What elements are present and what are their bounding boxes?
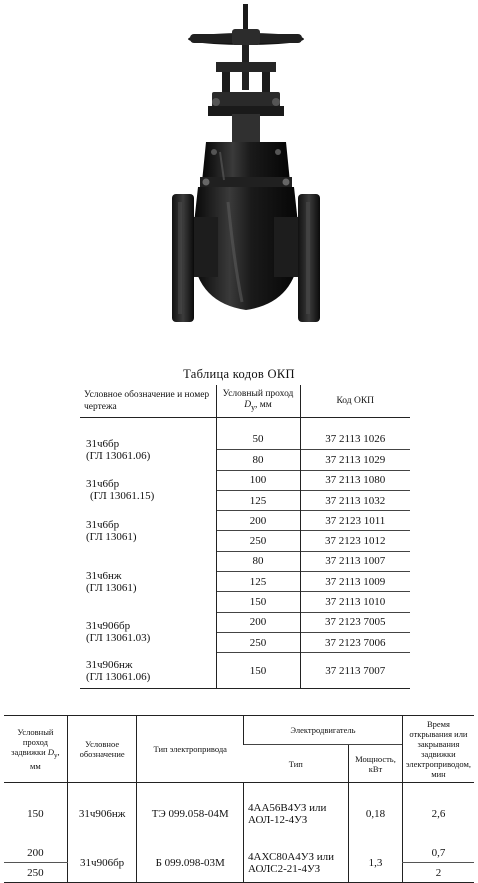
drive-type: ТЭ 099.058-04М: [137, 783, 244, 845]
drive-time: 0,7: [402, 845, 474, 863]
okp-designation-name: 31ч906бр: [86, 620, 131, 633]
okp-designation-drawing: (ГЛ 13061.15): [90, 490, 155, 503]
okp-dn: 150: [216, 653, 300, 689]
table-row: [80, 470, 410, 490]
okp-codes-table: [80, 385, 410, 689]
drive-dn: 200: [4, 845, 67, 863]
table-row: [80, 430, 410, 450]
okp-designation-drawing: (ГЛ 13061.06): [86, 449, 151, 462]
drive-header-time: Время открывания или закрывания задвижки электроприводом, мин: [402, 716, 474, 783]
drive-header-dn-sub: у: [54, 751, 58, 760]
okp-designation-drawing: (ГЛ 13061): [86, 581, 137, 594]
okp-code: 37 2113 1007: [300, 551, 410, 571]
drive-designation: 31ч906нж: [67, 783, 137, 845]
okp-dn: 250: [216, 632, 300, 652]
okp-header-designation: Условное обозначение и номер чертежа: [80, 385, 216, 418]
drive-header-motor: Электродвигатель: [244, 716, 403, 745]
okp-designation-name: 31ч6бр: [86, 437, 120, 450]
drive-power: 0,18: [349, 783, 403, 845]
okp-designation-name: 31ч6бр: [86, 478, 120, 491]
okp-dn: 200: [216, 511, 300, 531]
drive-dn: 150: [27, 807, 44, 820]
okp-header-dn-text: Условный проход: [222, 389, 294, 400]
okp-code: 37 2113 1026: [300, 430, 410, 450]
drive-header-motor-type: Тип: [244, 745, 349, 783]
drive-header-dn: [4, 716, 67, 783]
motor-line-1: 4АХС80А4УЗ или: [248, 851, 334, 864]
okp-designation: [80, 551, 216, 612]
table-row: [80, 653, 410, 689]
okp-dn: 80: [216, 450, 300, 470]
drive-header-dn-unit: , мм: [30, 747, 60, 771]
okp-code: 37 2123 7006: [300, 632, 410, 652]
drive-motor: [244, 783, 349, 845]
okp-dn: 250: [216, 531, 300, 551]
okp-dn: 100: [216, 470, 300, 490]
okp-table-title: Таблица кодов ОКП: [183, 367, 295, 381]
okp-code: 37 2123 7005: [300, 612, 410, 632]
okp-header-dn-unit: , мм: [255, 400, 272, 411]
drive-power: 1,3: [349, 845, 403, 883]
okp-dn: 125: [216, 490, 300, 510]
okp-designation: [80, 511, 216, 552]
okp-dn: 200: [216, 612, 300, 632]
drive-designation: 31ч906бр: [67, 845, 137, 883]
motor-line-2: АОЛС2-21-4УЗ: [248, 863, 321, 876]
okp-header-dn-symbol: D: [244, 400, 252, 411]
okp-code: 37 2113 1029: [300, 450, 410, 470]
okp-header-dn: [216, 385, 300, 418]
okp-designation-drawing: (ГЛ 13061): [86, 530, 137, 543]
drive-header-dn-text: Условный проход задвижки: [11, 727, 54, 758]
drive-header-designation: Условное обозначение: [67, 716, 137, 783]
okp-code: 37 2113 1032: [300, 490, 410, 510]
drive-motor: [244, 845, 349, 883]
drive-type: Б 099.098-03М: [137, 845, 244, 883]
drive-header-row: [4, 716, 474, 745]
okp-dn: 50: [216, 430, 300, 450]
drive-time: 2: [402, 863, 474, 883]
table-row: [80, 612, 410, 632]
okp-designation-name: 31ч6бр: [86, 518, 120, 531]
okp-code: 37 2123 1011: [300, 511, 410, 531]
okp-code: 37 2113 1080: [300, 470, 410, 490]
drive-header-power: Мощность, кВт: [349, 745, 403, 783]
okp-header-row: [80, 385, 410, 418]
okp-dn: 150: [216, 592, 300, 612]
okp-code: 37 2113 7007: [300, 653, 410, 689]
electric-drive-table: [4, 715, 474, 883]
gate-valve-photo: [150, 2, 340, 342]
table-row: [80, 511, 410, 531]
okp-designation-name: 31ч906нж: [86, 658, 133, 671]
okp-header-dn-sub: у: [251, 402, 256, 412]
okp-designation: [80, 470, 216, 511]
table-row: [80, 551, 410, 571]
okp-designation-name: 31ч6нж: [86, 569, 122, 582]
okp-designation: [80, 612, 216, 653]
okp-dn: 125: [216, 572, 300, 592]
drive-header-drive-type: Тип электропривода: [137, 716, 244, 783]
okp-dn: 80: [216, 551, 300, 571]
motor-line-2: АОЛ-12-4УЗ: [248, 813, 308, 826]
okp-header-code: Код ОКП: [300, 385, 410, 418]
okp-designation: [80, 430, 216, 471]
drive-time: 2,6: [402, 783, 474, 845]
okp-code: 37 2113 1009: [300, 572, 410, 592]
okp-designation-drawing: (ГЛ 13061.06): [86, 670, 151, 683]
table-row: [4, 783, 474, 845]
drive-header-dn-symbol: D: [47, 747, 54, 758]
drive-dn: 250: [4, 863, 67, 883]
okp-code: 37 2123 1012: [300, 531, 410, 551]
table-row: [4, 845, 474, 863]
okp-code: 37 2113 1010: [300, 592, 410, 612]
okp-designation-drawing: (ГЛ 13061.03): [86, 632, 151, 645]
motor-line-1: 4АА56В4УЗ или: [248, 801, 327, 814]
okp-designation: [80, 653, 216, 689]
